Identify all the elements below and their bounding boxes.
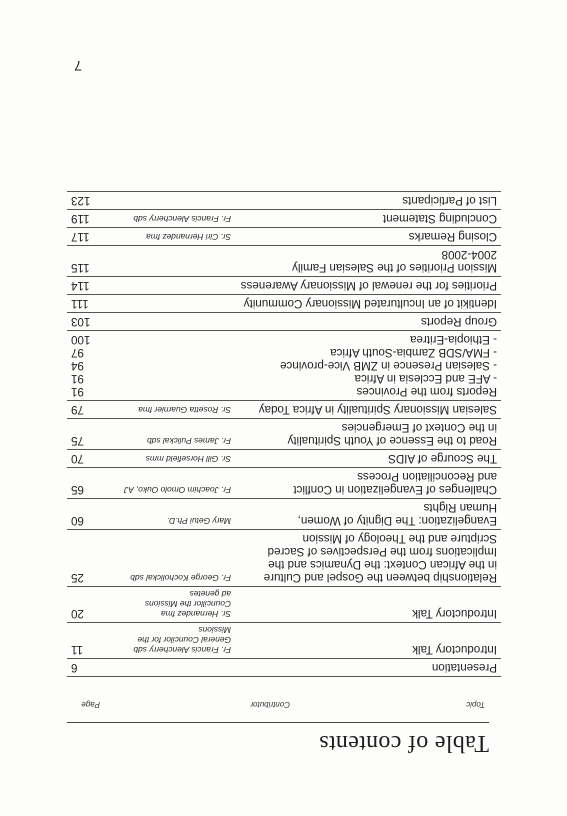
toc-topic [235, 587, 501, 622]
toc-page-line: 60 [71, 514, 84, 527]
toc-topic-line: Priorities for the renewal of Missionary Awareness [240, 279, 497, 292]
toc-row [67, 449, 501, 467]
toc-topic-line: and Reconciliation Process [357, 470, 497, 483]
toc-row [67, 312, 501, 330]
column-header-topic: Topic [466, 700, 485, 709]
toc-page [67, 401, 107, 418]
toc-contributor [107, 587, 235, 622]
toc-contributor [107, 210, 235, 227]
toc-contributor [107, 659, 235, 676]
toc-topic-line: The Scourge of AIDS [388, 452, 497, 465]
column-header-page: Page [81, 700, 100, 709]
toc-contributor [107, 450, 235, 467]
toc-topic-line: - FMA/SDB Zambia-South Africa [330, 346, 497, 359]
toc-page-line: 114 [71, 279, 90, 292]
toc-topic-line: - AFE and Ecclesia in Africa [354, 372, 497, 385]
toc-contributor-line: Councillor the Missions [144, 599, 231, 609]
toc-topic-line: - Salesian Presence in ZMB Vice-province [280, 359, 497, 372]
toc-page-line: 70 [71, 452, 84, 465]
toc-topic-line: Identikit of an Inculturated Missionary Community [243, 297, 497, 310]
toc-contributor-line: Fr. James Pulickal sdb [147, 436, 231, 446]
toc-row [67, 529, 501, 586]
toc-topic-line: Presentation [431, 661, 497, 674]
toc-page-line: 79 [71, 403, 84, 416]
toc-row [67, 586, 501, 622]
toc-row [67, 658, 501, 676]
toc-page-line: 91 [71, 385, 84, 398]
toc-contributor [107, 331, 235, 400]
toc-topic-line: 2004-2008 [441, 248, 497, 261]
column-header-contributor: Contributor [250, 700, 290, 709]
toc-row [67, 276, 501, 294]
page-number: 7 [74, 58, 82, 74]
toc-topic [235, 295, 501, 312]
toc-topic [235, 530, 501, 586]
toc-page-line: 11 [71, 643, 84, 656]
toc-page-line: 103 [71, 315, 91, 328]
toc-page-line: 97 [71, 346, 84, 359]
toc-page-line: 25 [71, 571, 84, 584]
toc-contributor-line: Fr. Joachim Omolo Ouko, AJ [124, 485, 231, 495]
toc-page-line: 20 [71, 607, 84, 620]
toc-contributor [107, 313, 235, 330]
toc-topic [235, 277, 501, 294]
toc-page-line: 115 [71, 261, 90, 274]
toc-topic [235, 401, 501, 418]
toc-page [67, 499, 107, 529]
toc-topic-line: Closing Remarks [408, 230, 497, 243]
toc-page [67, 228, 107, 245]
toc-contributor [107, 246, 235, 276]
toc-page-line: 6 [71, 661, 78, 674]
toc-topic-line: Group Reports [420, 315, 497, 328]
toc-contributor-line: Fr. George Kocholickal sdb [130, 573, 231, 583]
toc-topic [235, 450, 501, 467]
toc-header [67, 700, 489, 758]
toc-row [67, 498, 501, 529]
toc-row [67, 227, 501, 245]
toc-contributor [107, 468, 235, 498]
toc-contributor-line: Sr. Ciri Hernandez fma [146, 232, 231, 242]
toc-page [67, 530, 107, 586]
toc-topic [235, 210, 501, 227]
toc-row [67, 400, 501, 418]
toc-contributor [107, 277, 235, 294]
toc-contributor-line: General Councilor for the [137, 635, 231, 645]
toc-row [67, 294, 501, 312]
toc-topic [235, 192, 501, 209]
column-headers [67, 700, 489, 709]
toc-contributor-line: Sr. Rosetta Guarnier fma [138, 405, 231, 415]
toc-page [67, 192, 107, 209]
toc-topic-line: Scripture and the Theology of Mission [302, 532, 497, 545]
toc-topic-line: in the Context of Emergencies [341, 421, 497, 434]
toc-page [67, 210, 107, 227]
toc-contributor [107, 419, 235, 449]
toc-topic-line: - Ethiopia-Eritrea [410, 333, 497, 346]
toc-topic-line: Salesian Missionary Spirituality in Africa Today [258, 403, 497, 416]
page-title: Table of contents [67, 722, 489, 758]
toc-topic-line: Road to the Essence of Youth Spirituality [287, 434, 497, 447]
toc-contributor [107, 228, 235, 245]
toc-row [67, 209, 501, 227]
toc-topic-line: Introductory Talk [412, 643, 497, 656]
toc-page-line: 100 [71, 333, 91, 346]
toc-topic [235, 623, 501, 658]
toc-page [67, 331, 107, 400]
toc-page [67, 450, 107, 467]
toc-topic-line: Evangelization: The Dignity of Women, [297, 514, 497, 527]
toc-page [67, 313, 107, 330]
toc-page-line: 75 [71, 434, 84, 447]
toc-row [67, 191, 501, 209]
toc-topic [235, 228, 501, 245]
toc-topic [235, 468, 501, 498]
toc-topic [235, 419, 501, 449]
toc-page-line: 91 [71, 372, 84, 385]
toc-page [67, 623, 107, 658]
toc-page-line: 111 [71, 297, 89, 310]
toc-topic [235, 313, 501, 330]
toc-row [67, 622, 501, 658]
toc-contributor-line: Sr. Gill Horsefield mms [145, 454, 231, 464]
toc-page [67, 295, 107, 312]
toc-topic-line: Challenges of Evangelization in Conflict [293, 483, 497, 496]
toc-contributor-line: Missions [198, 625, 231, 635]
toc-page [67, 277, 107, 294]
toc-row [67, 418, 501, 449]
toc-topic [235, 659, 501, 676]
toc-page [67, 246, 107, 276]
toc-page [67, 587, 107, 622]
toc-contributor-line: Mary Getui Ph.D. [166, 516, 231, 526]
toc-row [67, 245, 501, 276]
toc-contributor-line: Sr. Hernandez fma [161, 609, 231, 619]
toc-page-line: 117 [71, 230, 90, 243]
toc-row [67, 467, 501, 498]
toc-topic-line: Relationship between the Gospel and Culture [263, 571, 497, 584]
toc-page-line: 94 [71, 359, 84, 372]
toc-topic-line: in the African Context: the Dynamics and the [268, 558, 497, 571]
toc-topic-line: Implications from the Perspectives of Sacred [267, 545, 497, 558]
toc-row [67, 330, 501, 400]
toc-page-line: 123 [71, 194, 91, 207]
toc-contributor-line: Fr. Francis Alencherry sdb [133, 214, 231, 224]
toc-topic [235, 499, 501, 529]
toc-topic [235, 331, 501, 400]
toc-contributor [107, 192, 235, 209]
toc-topic-line: Mission Priorities of the Salesian Family [292, 261, 497, 274]
toc-topic-line: Human Rights [423, 501, 497, 514]
toc-topic-line: Introductory Talk [412, 607, 497, 620]
toc-contributor [107, 499, 235, 529]
toc-topic-line: List of Participants [402, 194, 497, 207]
toc-topic-line: Concluding Statement [382, 212, 497, 225]
toc-contributor [107, 295, 235, 312]
toc-contributor [107, 530, 235, 586]
toc-contributor [107, 623, 235, 658]
toc-page [67, 468, 107, 498]
toc-page [67, 419, 107, 449]
toc-contributor [107, 401, 235, 418]
toc-contributor-line: ad genetes [189, 589, 231, 599]
toc-contributor-line: Fr. Francis Alencherry sdb [133, 645, 231, 655]
toc-topic [235, 246, 501, 276]
toc-topic-line: Reports from the Provinces [356, 385, 497, 398]
toc-page-line: 65 [71, 483, 84, 496]
toc-table [67, 191, 501, 677]
toc-page-line: 119 [71, 212, 90, 225]
toc-page [67, 659, 107, 676]
